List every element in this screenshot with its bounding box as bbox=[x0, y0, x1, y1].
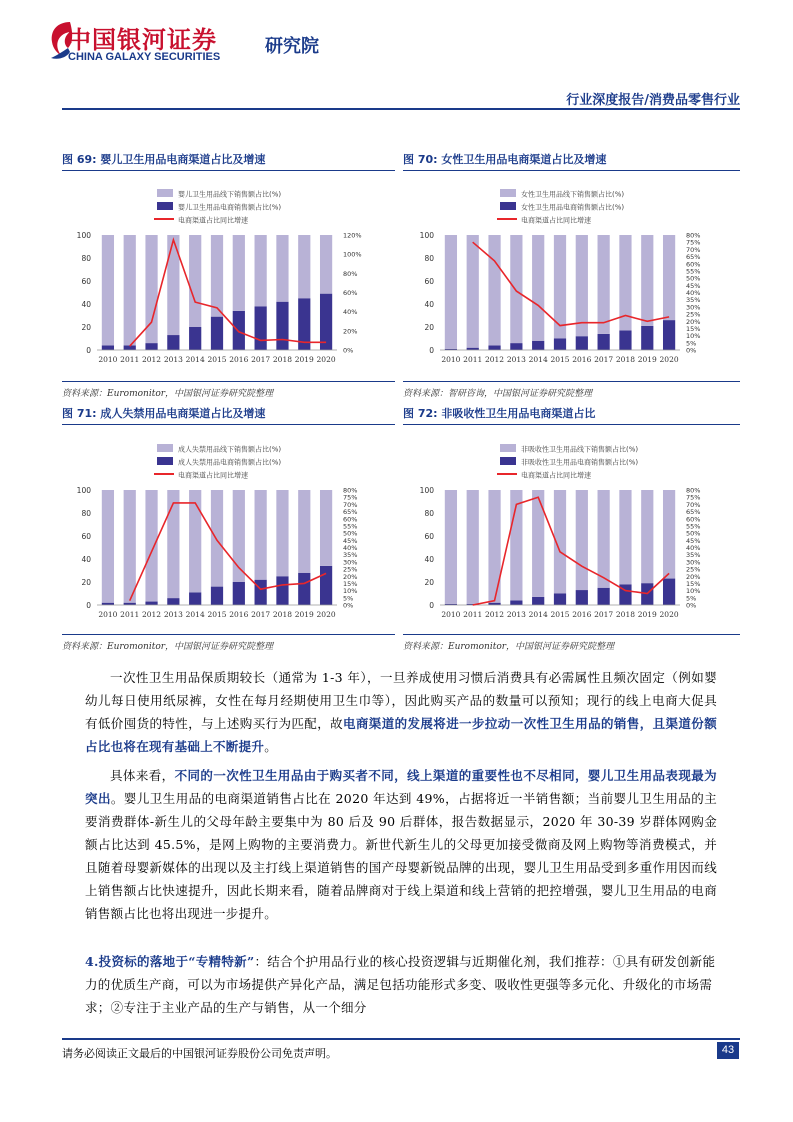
bar-online bbox=[554, 339, 566, 351]
bar-online bbox=[189, 592, 201, 605]
chart-figure-70 bbox=[405, 175, 740, 400]
legend-label: 电商渠道占比同比增速 bbox=[521, 216, 591, 225]
bar-online bbox=[663, 320, 675, 350]
bar-online bbox=[211, 317, 223, 350]
y-axis-tick-label: 60 bbox=[81, 277, 91, 286]
source-divider bbox=[403, 381, 740, 382]
y2-axis-tick-label: 15% bbox=[686, 324, 701, 333]
bar-offline bbox=[298, 235, 310, 298]
y2-axis-tick-label: 70% bbox=[686, 245, 701, 254]
x-axis-tick-label: 2016 bbox=[572, 355, 592, 364]
bar-offline bbox=[576, 235, 588, 336]
y2-axis-tick-label: 80% bbox=[686, 486, 701, 495]
bar-offline bbox=[598, 235, 610, 334]
bar-offline bbox=[255, 235, 267, 306]
y2-axis-tick-label: 40% bbox=[686, 289, 701, 297]
bar-offline bbox=[663, 235, 675, 320]
y-axis-tick-label: 100 bbox=[76, 231, 91, 240]
paragraph-text: 。婴儿卫生用品的电商渠道销售占比在 2020 年达到 49%，占据将近一半销售额；当前婴儿卫生用品的主要消费群体-新生儿的父母年龄主要集中为 80 后及 90 后群体，报告数据显示，2020 年 30-39 岁群体网购金额占比达到 45.5%，是网上购物的主要消费力。新世代新生儿的父母更加接受微商及网上购物等消费模式，并且随着母婴新媒体的出现以及主打线上渠道销售的国产母婴新锐品牌的出现，婴儿卫生用品受到多重作用因而线上销售额占比快速提升，因此长期来看，随着品牌商对于线上渠道和线上营销的把控增强，婴儿卫生用品的电商销售额占比也将出现进一步提升。 bbox=[85, 791, 717, 921]
bar-online bbox=[663, 579, 675, 605]
y2-axis-tick-label: 30% bbox=[343, 558, 358, 567]
figure-71-title: 图 71: 成人失禁用品电商渠道占比及增速 bbox=[62, 407, 266, 420]
bar-online bbox=[276, 302, 288, 350]
x-axis-tick-label: 2012 bbox=[141, 355, 162, 364]
y-axis-tick-label: 20 bbox=[424, 323, 434, 332]
bar-online bbox=[189, 327, 201, 350]
y2-axis-tick-label: 20% bbox=[686, 317, 701, 326]
y2-axis-tick-label: 25% bbox=[686, 310, 701, 319]
y2-axis-tick-label: 50% bbox=[686, 274, 701, 283]
y2-axis-tick-label: 65% bbox=[686, 508, 701, 517]
y2-axis-tick-label: 70% bbox=[686, 500, 701, 509]
y2-axis-tick-label: 75% bbox=[343, 493, 358, 502]
figure-divider bbox=[403, 424, 740, 425]
figure-71-source: 资料来源：Euromonitor，中国银河证券研究院整理 bbox=[62, 642, 274, 652]
chart-figure-71 bbox=[62, 430, 397, 655]
y2-axis-tick-label: 55% bbox=[343, 522, 358, 531]
x-axis-tick-label: 2013 bbox=[506, 610, 526, 619]
x-axis-tick-label: 2014 bbox=[185, 610, 205, 619]
x-axis-tick-label: 2010 bbox=[441, 610, 461, 619]
bar-online bbox=[233, 582, 245, 605]
y2-axis-tick-label: 10% bbox=[686, 332, 701, 341]
y2-axis-tick-label: 10% bbox=[343, 587, 358, 596]
bar-online bbox=[211, 587, 223, 605]
bar-offline bbox=[211, 490, 223, 587]
legend-label: 婴儿卫生用品电商销售额占比(%) bbox=[178, 203, 282, 212]
y2-axis-tick-label: 35% bbox=[686, 296, 701, 305]
growth-line bbox=[473, 242, 669, 325]
bar-offline bbox=[467, 235, 479, 348]
y2-axis-tick-label: 25% bbox=[343, 565, 358, 574]
bar-online bbox=[510, 343, 522, 350]
y-axis-tick-label: 40 bbox=[81, 555, 91, 564]
growth-line bbox=[473, 497, 669, 605]
x-axis-tick-label: 2013 bbox=[163, 355, 183, 364]
x-axis-tick-label: 2012 bbox=[484, 610, 505, 619]
y2-axis-tick-label: 60% bbox=[686, 515, 701, 524]
legend-label: 非吸收性卫生用品电商销售额占比(%) bbox=[521, 458, 639, 467]
paragraph-channel-analysis bbox=[85, 666, 717, 758]
bar-online bbox=[619, 330, 631, 350]
bar-online bbox=[510, 600, 522, 605]
x-axis-tick-label: 2018 bbox=[615, 355, 636, 364]
figure-72-title: 图 72: 非吸收性卫生用品电商渠道占比 bbox=[403, 407, 596, 420]
paragraph-specific-analysis bbox=[85, 764, 717, 925]
bar-offline bbox=[663, 490, 675, 579]
x-axis-tick-label: 2017 bbox=[594, 610, 614, 619]
y2-axis-tick-label: 65% bbox=[343, 508, 358, 517]
bar-offline bbox=[167, 490, 179, 598]
bar-offline bbox=[554, 235, 566, 339]
bar-online bbox=[598, 334, 610, 350]
x-axis-tick-label: 2014 bbox=[528, 610, 548, 619]
y2-axis-tick-label: 50% bbox=[686, 529, 701, 538]
bar-online bbox=[554, 594, 566, 606]
page-number: 43 bbox=[717, 1042, 739, 1059]
bar-online bbox=[641, 326, 653, 350]
y-axis-tick-label: 80 bbox=[81, 509, 91, 518]
bar-offline bbox=[233, 235, 245, 311]
bar-offline bbox=[320, 490, 332, 566]
y2-axis-tick-label: 10% bbox=[686, 587, 701, 596]
y2-axis-tick-label: 30% bbox=[686, 303, 701, 312]
legend-bar-swatch bbox=[500, 444, 516, 452]
y2-axis-tick-label: 100% bbox=[343, 250, 362, 259]
y2-axis-tick-label: 80% bbox=[343, 486, 358, 495]
chart-figure-69 bbox=[62, 175, 397, 400]
x-axis-tick-label: 2020 bbox=[659, 355, 679, 364]
x-axis-tick-label: 2013 bbox=[163, 610, 183, 619]
x-axis-tick-label: 2019 bbox=[637, 355, 657, 364]
y-axis-tick-label: 100 bbox=[419, 231, 434, 240]
bar-online bbox=[532, 341, 544, 350]
y2-axis-tick-label: 5% bbox=[343, 594, 354, 603]
legend-bar-swatch bbox=[500, 202, 516, 210]
bar-online bbox=[167, 598, 179, 605]
figure-divider bbox=[62, 170, 395, 171]
y2-axis-tick-label: 50% bbox=[343, 529, 358, 538]
x-axis-tick-label: 2010 bbox=[98, 610, 118, 619]
legend-bar-swatch bbox=[157, 444, 173, 452]
paragraph-text: ：结合个护用品行业的核心投资逻辑与近期催化剂，我们推荐：①具有研发创新能力的优质生产商，可以为市场提供产异化产品，满足包括功能形式多变、吸收性更强等多元化、升级化的市场需求；②专注于主业产品的生产与销售，从一个细分 bbox=[85, 954, 716, 1015]
y-axis-tick-label: 40 bbox=[81, 300, 91, 309]
x-axis-tick-label: 2010 bbox=[441, 355, 461, 364]
bar-online bbox=[255, 306, 267, 350]
x-axis-tick-label: 2020 bbox=[316, 355, 336, 364]
y-axis-tick-label: 0 bbox=[86, 346, 91, 355]
y2-axis-tick-label: 45% bbox=[686, 536, 701, 545]
chart-svg bbox=[405, 175, 740, 400]
figure-divider bbox=[403, 170, 740, 171]
brand-name-cn: 中国银河证券 bbox=[67, 26, 217, 54]
x-axis-tick-label: 2019 bbox=[294, 610, 314, 619]
bar-offline bbox=[619, 490, 631, 584]
legend-label: 非吸收性卫生用品线下销售额占比(%) bbox=[521, 445, 639, 454]
legend-label: 电商渠道占比同比增速 bbox=[178, 471, 248, 480]
y2-axis-tick-label: 20% bbox=[343, 327, 358, 336]
paragraph-text: 一次性卫生用品保质期较长（通常为 1-3 年），一旦养成使用习惯后消费具有必需属性且频次固定（例如婴幼儿每日使用纸尿裤，女性在每月经期使用卫生巾等），因此购买产品的数量可以预知；现行的线上电商大促具有低价囤货的特性，与上述购买行为匹配，故 bbox=[85, 670, 717, 731]
figure-69-title: 图 69: 婴儿卫生用品电商渠道占比及增速 bbox=[62, 153, 266, 166]
emphasis-text: 不同的一次性卫生用品由于购买者不同，线上渠道的重要性也不尽相同，婴儿卫生用品表现最为突出 bbox=[85, 768, 717, 806]
header-divider bbox=[62, 108, 740, 110]
x-axis-tick-label: 2017 bbox=[594, 355, 614, 364]
y2-axis-tick-label: 60% bbox=[343, 515, 358, 524]
legend-label: 婴儿卫生用品线下销售额占比(%) bbox=[178, 190, 282, 199]
x-axis-tick-label: 2015 bbox=[550, 610, 570, 619]
y-axis-tick-label: 100 bbox=[76, 486, 91, 495]
y2-axis-tick-label: 40% bbox=[343, 544, 358, 552]
legend-bar-swatch bbox=[157, 189, 173, 197]
bar-online bbox=[167, 335, 179, 350]
y2-axis-tick-label: 0% bbox=[343, 346, 354, 355]
y-axis-tick-label: 80 bbox=[424, 509, 434, 518]
y2-axis-tick-label: 30% bbox=[686, 558, 701, 567]
x-axis-tick-label: 2017 bbox=[251, 355, 271, 364]
y2-axis-tick-label: 5% bbox=[686, 339, 697, 348]
bar-offline bbox=[276, 490, 288, 576]
section-4-title: 4.投资标的落地于“专精特新” bbox=[85, 954, 255, 969]
footer-disclaimer: 请务必阅读正文最后的中国银河证券股份公司免责声明。 bbox=[62, 1047, 337, 1060]
figure-69-source: 资料来源：Euromonitor，中国银河证券研究院整理 bbox=[62, 389, 274, 399]
bar-offline bbox=[445, 490, 457, 604]
y2-axis-tick-label: 75% bbox=[686, 493, 701, 502]
legend-bar-swatch bbox=[157, 202, 173, 210]
chart-svg bbox=[62, 430, 397, 655]
x-axis-tick-label: 2018 bbox=[272, 610, 293, 619]
figure-70-title: 图 70: 女性卫生用品电商渠道占比及增速 bbox=[403, 153, 607, 166]
x-axis-tick-label: 2018 bbox=[272, 355, 293, 364]
y2-axis-tick-label: 55% bbox=[686, 267, 701, 276]
bar-online bbox=[576, 336, 588, 350]
x-axis-tick-label: 2020 bbox=[316, 610, 336, 619]
y2-axis-tick-label: 80% bbox=[686, 231, 701, 240]
bar-offline bbox=[467, 490, 479, 604]
bar-online bbox=[102, 345, 114, 350]
source-divider bbox=[403, 634, 740, 635]
y2-axis-tick-label: 5% bbox=[686, 594, 697, 603]
bar-online bbox=[576, 590, 588, 605]
y-axis-tick-label: 0 bbox=[86, 601, 91, 610]
y-axis-tick-label: 0 bbox=[429, 346, 434, 355]
bar-online bbox=[598, 588, 610, 605]
y2-axis-tick-label: 45% bbox=[686, 281, 701, 290]
x-axis-tick-label: 2016 bbox=[572, 610, 592, 619]
bar-offline bbox=[124, 490, 136, 603]
footer-divider bbox=[62, 1038, 740, 1040]
y-axis-tick-label: 80 bbox=[424, 254, 434, 263]
x-axis-tick-label: 2016 bbox=[229, 355, 249, 364]
report-type: 行业深度报告/消费品零售行业 bbox=[566, 93, 740, 108]
figure-divider bbox=[62, 424, 395, 425]
bar-offline bbox=[598, 490, 610, 588]
legend-label: 电商渠道占比同比增速 bbox=[178, 216, 248, 225]
growth-line bbox=[130, 503, 326, 601]
y2-axis-tick-label: 65% bbox=[686, 253, 701, 262]
bar-online bbox=[320, 566, 332, 605]
bar-offline bbox=[189, 235, 201, 327]
x-axis-tick-label: 2011 bbox=[463, 610, 483, 619]
y-axis-tick-label: 80 bbox=[81, 254, 91, 263]
y2-axis-tick-label: 0% bbox=[686, 346, 697, 355]
bar-offline bbox=[124, 235, 136, 345]
y-axis-tick-label: 20 bbox=[81, 578, 91, 587]
x-axis-tick-label: 2019 bbox=[294, 355, 314, 364]
y2-axis-tick-label: 45% bbox=[343, 536, 358, 545]
x-axis-tick-label: 2013 bbox=[506, 355, 526, 364]
y-axis-tick-label: 60 bbox=[424, 532, 434, 541]
y2-axis-tick-label: 75% bbox=[686, 238, 701, 247]
x-axis-tick-label: 2020 bbox=[659, 610, 679, 619]
y2-axis-tick-label: 35% bbox=[686, 551, 701, 560]
bar-online bbox=[298, 573, 310, 605]
paragraph-text: 具体来看， bbox=[110, 768, 175, 783]
legend-bar-swatch bbox=[500, 189, 516, 197]
y-axis-tick-label: 100 bbox=[419, 486, 434, 495]
bar-offline bbox=[445, 235, 457, 349]
x-axis-tick-label: 2014 bbox=[528, 355, 548, 364]
legend-label: 女性卫生用品线下销售额占比(%) bbox=[521, 190, 625, 199]
x-axis-tick-label: 2014 bbox=[185, 355, 205, 364]
x-axis-tick-label: 2015 bbox=[207, 610, 227, 619]
y2-axis-tick-label: 60% bbox=[343, 289, 358, 297]
legend-bar-swatch bbox=[500, 457, 516, 465]
bar-offline bbox=[145, 490, 157, 602]
figure-70-source: 资料来源：智研咨询，中国银河证券研究院整理 bbox=[403, 389, 593, 399]
bar-online bbox=[145, 343, 157, 350]
x-axis-tick-label: 2019 bbox=[637, 610, 657, 619]
legend-label: 成人失禁用品线下销售额占比(%) bbox=[178, 445, 282, 454]
y2-axis-tick-label: 15% bbox=[686, 579, 701, 588]
y2-axis-tick-label: 40% bbox=[686, 544, 701, 552]
y2-axis-tick-label: 0% bbox=[686, 601, 697, 610]
bar-offline bbox=[510, 235, 522, 343]
bar-offline bbox=[211, 235, 223, 317]
bar-online bbox=[276, 576, 288, 605]
x-axis-tick-label: 2018 bbox=[615, 610, 636, 619]
bar-online bbox=[233, 311, 245, 350]
bar-offline bbox=[189, 490, 201, 592]
y-axis-tick-label: 60 bbox=[424, 277, 434, 286]
chart-figure-72 bbox=[405, 430, 740, 655]
y2-axis-tick-label: 35% bbox=[343, 551, 358, 560]
paragraph-text: 。 bbox=[264, 739, 278, 754]
chart-svg bbox=[62, 175, 397, 400]
legend-label: 电商渠道占比同比增速 bbox=[521, 471, 591, 480]
y2-axis-tick-label: 40% bbox=[343, 308, 358, 317]
x-axis-tick-label: 2017 bbox=[251, 610, 271, 619]
y2-axis-tick-label: 20% bbox=[686, 572, 701, 581]
emphasis-text: 电商渠道的发展将进一步拉动一次性卫生用品的销售，且渠道份额占比也将在现有基础上不断提升 bbox=[85, 716, 717, 754]
y2-axis-tick-label: 80% bbox=[343, 269, 358, 278]
bar-offline bbox=[320, 235, 332, 294]
section-4-paragraph bbox=[85, 950, 717, 1019]
y2-axis-tick-label: 0% bbox=[343, 601, 354, 610]
x-axis-tick-label: 2012 bbox=[141, 610, 162, 619]
figure-72-source: 资料来源：Euromonitor，中国银河证券研究院整理 bbox=[403, 642, 615, 652]
y-axis-tick-label: 60 bbox=[81, 532, 91, 541]
bar-online bbox=[255, 580, 267, 605]
legend-label: 成人失禁用品电商销售额占比(%) bbox=[178, 458, 282, 467]
source-divider bbox=[62, 634, 395, 635]
growth-line bbox=[130, 240, 326, 346]
y2-axis-tick-label: 15% bbox=[343, 579, 358, 588]
x-axis-tick-label: 2012 bbox=[484, 355, 505, 364]
bar-offline bbox=[255, 490, 267, 580]
x-axis-tick-label: 2015 bbox=[207, 355, 227, 364]
bar-offline bbox=[102, 490, 114, 603]
x-axis-tick-label: 2011 bbox=[463, 355, 483, 364]
y-axis-tick-label: 40 bbox=[424, 555, 434, 564]
brand-name-en: CHINA GALAXY SECURITIES bbox=[68, 51, 221, 63]
y2-axis-tick-label: 55% bbox=[686, 522, 701, 531]
x-axis-tick-label: 2011 bbox=[120, 355, 140, 364]
bar-offline bbox=[641, 235, 653, 326]
bar-offline bbox=[532, 235, 544, 341]
source-divider bbox=[62, 381, 395, 382]
y-axis-tick-label: 40 bbox=[424, 300, 434, 309]
bar-offline bbox=[641, 490, 653, 583]
bar-offline bbox=[298, 490, 310, 573]
bar-online bbox=[145, 602, 157, 605]
y2-axis-tick-label: 60% bbox=[686, 260, 701, 269]
y2-axis-tick-label: 120% bbox=[343, 231, 362, 240]
bar-online bbox=[488, 345, 500, 350]
x-axis-tick-label: 2016 bbox=[229, 610, 249, 619]
x-axis-tick-label: 2010 bbox=[98, 355, 118, 364]
bar-offline bbox=[488, 490, 500, 603]
x-axis-tick-label: 2011 bbox=[120, 610, 140, 619]
bar-offline bbox=[488, 235, 500, 345]
bar-online bbox=[532, 597, 544, 605]
bar-offline bbox=[576, 490, 588, 590]
y-axis-tick-label: 20 bbox=[424, 578, 434, 587]
bar-offline bbox=[102, 235, 114, 345]
institute-label: 研究院 bbox=[265, 36, 319, 57]
y2-axis-tick-label: 25% bbox=[686, 565, 701, 574]
x-axis-tick-label: 2015 bbox=[550, 355, 570, 364]
y2-axis-tick-label: 70% bbox=[343, 500, 358, 509]
chart-svg bbox=[405, 430, 740, 655]
bar-offline bbox=[276, 235, 288, 302]
legend-bar-swatch bbox=[157, 457, 173, 465]
y-axis-tick-label: 0 bbox=[429, 601, 434, 610]
legend-label: 女性卫生用品电商销售额占比(%) bbox=[521, 203, 625, 212]
y2-axis-tick-label: 20% bbox=[343, 572, 358, 581]
y-axis-tick-label: 20 bbox=[81, 323, 91, 332]
